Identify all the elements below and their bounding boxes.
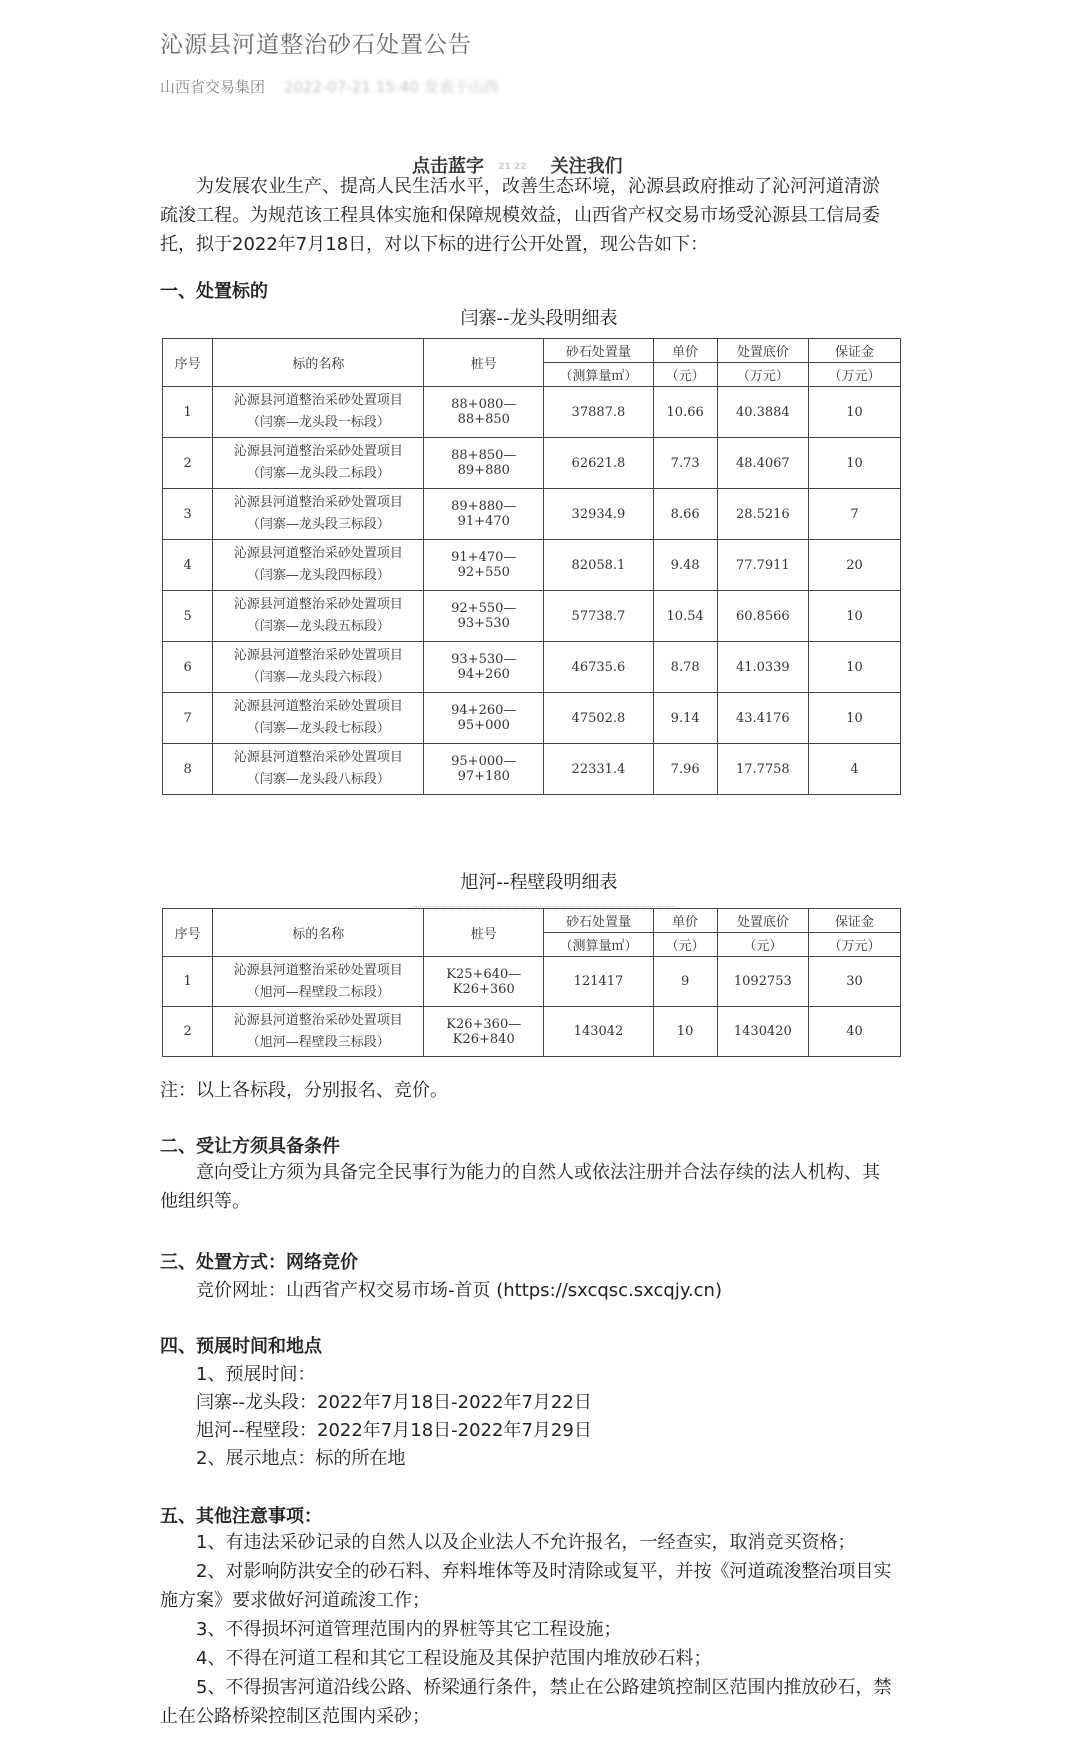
cell-base: 43.4176 — [717, 693, 808, 744]
section-2-line: 意向受让方须为具备完全民事行为能力的自然人或依法注册并合法存续的法人机构、其 — [196, 1162, 880, 1183]
cell-base: 28.5216 — [717, 489, 808, 540]
cell-deposit: 10 — [809, 642, 901, 693]
cell-pile: K26+360—K26+840 — [424, 1007, 544, 1057]
preview-time-yanzhai: 闫寨--龙头段：2022年7月18日-2022年7月22日 — [196, 1392, 592, 1413]
col-header-base: 处置底价 — [717, 909, 809, 933]
cell-price: 7.73 — [653, 438, 717, 489]
cell-no: 3 — [163, 489, 213, 540]
follow-left-text: 点击蓝字 — [412, 156, 484, 177]
cell-name-line1: 沁源县河道整治采砂处置项目 — [233, 1012, 403, 1028]
col-subheader-price: （元） — [653, 933, 717, 957]
cell-name-line1: 沁源县河道整治采砂处置项目 — [233, 597, 403, 612]
cell-qty: 143042 — [544, 1007, 653, 1057]
table-row — [163, 438, 901, 489]
col-header-pile: 桩号 — [424, 909, 544, 957]
cell-deposit: 7 — [809, 489, 901, 540]
intro-line: 疏浚工程。为规范该工程具体实施和保障规模效益，山西省产权交易市场受沁源县工信局委 — [160, 205, 880, 226]
cell-name-line2: （闫寨—龙头段三标段） — [246, 517, 390, 532]
notice-item: 5、不得损害河道沿线公路、桥梁通行条件，禁止在公路建筑控制区范围内推放砂石，禁 — [196, 1677, 892, 1698]
cell-name — [213, 489, 424, 540]
col-subheader-price: （元） — [653, 363, 717, 387]
section-2-body — [160, 1158, 920, 1216]
cell-base: 77.7911 — [717, 540, 808, 591]
col-subheader-qty: （测算量㎥） — [544, 363, 653, 387]
cell-name-line2: （闫寨—龙头段七标段） — [246, 721, 390, 736]
col-header-qty: 砂石处置量 — [544, 909, 653, 933]
col-subheader-deposit: （万元） — [809, 933, 901, 957]
notice-item-cont: 施方案》要求做好河道疏浚工作； — [160, 1590, 430, 1611]
cell-name-line2: （旭河—程壁段二标段） — [246, 984, 390, 1000]
scan-artifact-dotted-line — [415, 906, 675, 907]
cell-name — [213, 387, 424, 438]
table-row — [163, 387, 901, 438]
cell-no: 7 — [163, 693, 213, 744]
cell-qty: 47502.8 — [544, 693, 653, 744]
section-2-heading: 二、受让方须具备条件 — [160, 1136, 340, 1157]
cell-qty: 46735.6 — [544, 642, 653, 693]
cell-deposit: 10 — [809, 591, 901, 642]
cell-no: 5 — [163, 591, 213, 642]
cell-price: 9.48 — [653, 540, 717, 591]
cell-pile: 95+000—97+180 — [424, 744, 544, 795]
cell-base: 1092753 — [717, 957, 809, 1007]
table-row — [163, 693, 901, 744]
cell-qty: 121417 — [544, 957, 653, 1007]
col-subheader-base: （元） — [717, 933, 809, 957]
section-3-heading: 三、处置方式：网络竞价 — [160, 1252, 358, 1273]
follow-mid-mark: 21 22 — [498, 162, 527, 172]
cell-pile: 89+880—91+470 — [424, 489, 544, 540]
col-header-no: 序号 — [163, 339, 213, 387]
table-row — [163, 540, 901, 591]
cell-pile: 93+530—94+260 — [424, 642, 544, 693]
cell-base: 48.4067 — [717, 438, 808, 489]
cell-name-line2: （闫寨—龙头段八标段） — [246, 772, 390, 787]
cell-name-line2: （闫寨—龙头段一标段） — [246, 415, 390, 430]
section-2-line: 他组织等。 — [160, 1191, 250, 1212]
preview-time-label: 1、预展时间： — [196, 1364, 316, 1385]
cell-name-line2: （旭河—程壁段三标段） — [246, 1034, 390, 1050]
table-xuhe-chengbi — [162, 908, 901, 1057]
cell-pile: 91+470—92+550 — [424, 540, 544, 591]
table-note: 注：以上各标段，分别报名、竞价。 — [160, 1080, 448, 1101]
cell-no: 4 — [163, 540, 213, 591]
cell-name-line2: （闫寨—龙头段二标段） — [246, 466, 390, 481]
col-header-qty: 砂石处置量 — [544, 339, 653, 363]
cell-qty: 32934.9 — [544, 489, 653, 540]
table-row — [163, 744, 901, 795]
cell-price: 9 — [653, 957, 717, 1007]
cell-price: 9.14 — [653, 693, 717, 744]
cell-price: 8.78 — [653, 642, 717, 693]
cell-name — [213, 744, 424, 795]
col-header-name: 标的名称 — [213, 909, 424, 957]
cell-pile: 92+550—93+530 — [424, 591, 544, 642]
cell-name-line1: 沁源县河道整治采砂处置项目 — [233, 648, 403, 663]
cell-price: 10.66 — [653, 387, 717, 438]
cell-pile: K25+640—K26+360 — [424, 957, 544, 1007]
col-header-name: 标的名称 — [213, 339, 424, 387]
table-row — [163, 1007, 901, 1057]
cell-qty: 62621.8 — [544, 438, 653, 489]
cell-name — [213, 642, 424, 693]
table-yanzhai-longtou — [162, 338, 901, 795]
cell-no: 8 — [163, 744, 213, 795]
preview-location: 2、展示地点：标的所在地 — [196, 1448, 406, 1469]
cell-qty: 82058.1 — [544, 540, 653, 591]
notice-item-cont: 止在公路桥梁控制区范围内采砂； — [160, 1706, 430, 1727]
col-subheader-deposit: （万元） — [809, 363, 901, 387]
auction-website-link[interactable]: 竞价网址：山西省产权交易市场-首页 (https://sxcqsc.sxcqjy.cn) — [196, 1280, 722, 1301]
section-4-heading: 四、预展时间和地点 — [160, 1336, 322, 1357]
cell-name-line2: （闫寨—龙头段五标段） — [246, 619, 390, 634]
cell-name-line1: 沁源县河道整治采砂处置项目 — [233, 962, 403, 978]
intro-line: 为发展农业生产、提高人民生活水平，改善生态环境，沁源县政府推动了沁河河道清淤 — [196, 176, 880, 197]
col-header-pile: 桩号 — [424, 339, 544, 387]
cell-name-line1: 沁源县河道整治采砂处置项目 — [233, 699, 403, 714]
notice-item: 1、有违法采砂记录的自然人以及企业法人不允许报名，一经查实，取消竞买资格； — [196, 1532, 856, 1553]
table1-caption: 闫寨--龙头段明细表 — [460, 308, 618, 329]
cell-deposit: 10 — [809, 693, 901, 744]
col-header-price: 单价 — [653, 909, 717, 933]
table-row — [163, 642, 901, 693]
cell-name — [213, 591, 424, 642]
section-1-heading: 一、处置标的 — [160, 281, 268, 302]
cell-name — [213, 693, 424, 744]
cell-name-line2: （闫寨—龙头段六标段） — [246, 670, 390, 685]
notice-item: 3、不得损坏河道管理范围内的界桩等其它工程设施； — [196, 1619, 622, 1640]
follow-right-text: 关注我们 — [550, 156, 623, 177]
intro-line: 托，拟于2022年7月18日，对以下标的进行公开处置，现公告如下： — [160, 234, 709, 255]
cell-base: 41.0339 — [717, 642, 808, 693]
cell-deposit: 20 — [809, 540, 901, 591]
cell-base: 1430420 — [717, 1007, 809, 1057]
cell-pile: 88+850—89+880 — [424, 438, 544, 489]
table-row — [163, 957, 901, 1007]
publisher-name[interactable]: 山西省交易集团 — [160, 78, 266, 96]
cell-base: 17.7758 — [717, 744, 808, 795]
col-header-base: 处置底价 — [717, 339, 808, 363]
section-5-heading: 五、其他注意事项： — [160, 1506, 322, 1527]
cell-qty: 37887.8 — [544, 387, 653, 438]
cell-no: 1 — [163, 387, 213, 438]
intro-paragraph — [160, 172, 920, 259]
cell-no: 6 — [163, 642, 213, 693]
cell-pile: 94+260—95+000 — [424, 693, 544, 744]
cell-name-line1: 沁源县河道整治采砂处置项目 — [233, 444, 403, 459]
cell-qty: 22331.4 — [544, 744, 653, 795]
cell-base: 40.3884 — [717, 387, 808, 438]
cell-deposit: 30 — [809, 957, 901, 1007]
cell-no: 1 — [163, 957, 213, 1007]
cell-price: 7.96 — [653, 744, 717, 795]
cell-base: 60.8566 — [717, 591, 808, 642]
notice-item: 2、对影响防洪安全的砂石料、弃料堆体等及时清除或复平，并按《河道疏浚整治项目实 — [196, 1561, 892, 1582]
article-title: 沁源县河道整治砂石处置公告 — [160, 32, 472, 58]
col-header-price: 单价 — [653, 339, 717, 363]
cell-price: 10.54 — [653, 591, 717, 642]
section-5-body — [160, 1528, 920, 1731]
cell-name — [213, 540, 424, 591]
cell-no: 2 — [163, 1007, 213, 1057]
col-subheader-qty: （测算量㎥） — [544, 933, 653, 957]
cell-name-line1: 沁源县河道整治采砂处置项目 — [233, 393, 403, 408]
notice-item: 4、不得在河道工程和其它工程设施及其保护范围内堆放砂石料； — [196, 1648, 712, 1669]
table-row — [163, 489, 901, 540]
cell-pile: 88+080—88+850 — [424, 387, 544, 438]
cell-deposit: 4 — [809, 744, 901, 795]
preview-time-xuhe: 旭河--程壁段：2022年7月18日-2022年7月29日 — [196, 1420, 592, 1441]
cell-name-line2: （闫寨—龙头段四标段） — [246, 568, 390, 583]
cell-price: 10 — [653, 1007, 717, 1057]
col-header-no: 序号 — [163, 909, 213, 957]
col-header-deposit: 保证金 — [809, 339, 901, 363]
cell-deposit: 40 — [809, 1007, 901, 1057]
cell-name — [213, 1007, 424, 1057]
cell-name-line1: 沁源县河道整治采砂处置项目 — [233, 546, 403, 561]
cell-name-line1: 沁源县河道整治采砂处置项目 — [233, 750, 403, 765]
table2-caption: 旭河--程壁段明细表 — [460, 872, 618, 893]
article-byline — [160, 76, 499, 97]
cell-deposit: 10 — [809, 438, 901, 489]
cell-deposit: 10 — [809, 387, 901, 438]
cell-name-line1: 沁源县河道整治采砂处置项目 — [233, 495, 403, 510]
cell-no: 2 — [163, 438, 213, 489]
col-header-deposit: 保证金 — [809, 909, 901, 933]
cell-name — [213, 438, 424, 489]
article-meta-obscured: 2022-07-21 15:40 发表于山西 — [283, 78, 499, 96]
table-row — [163, 591, 901, 642]
cell-qty: 57738.7 — [544, 591, 653, 642]
col-subheader-base: （万元） — [717, 363, 808, 387]
cell-price: 8.66 — [653, 489, 717, 540]
cell-name — [213, 957, 424, 1007]
